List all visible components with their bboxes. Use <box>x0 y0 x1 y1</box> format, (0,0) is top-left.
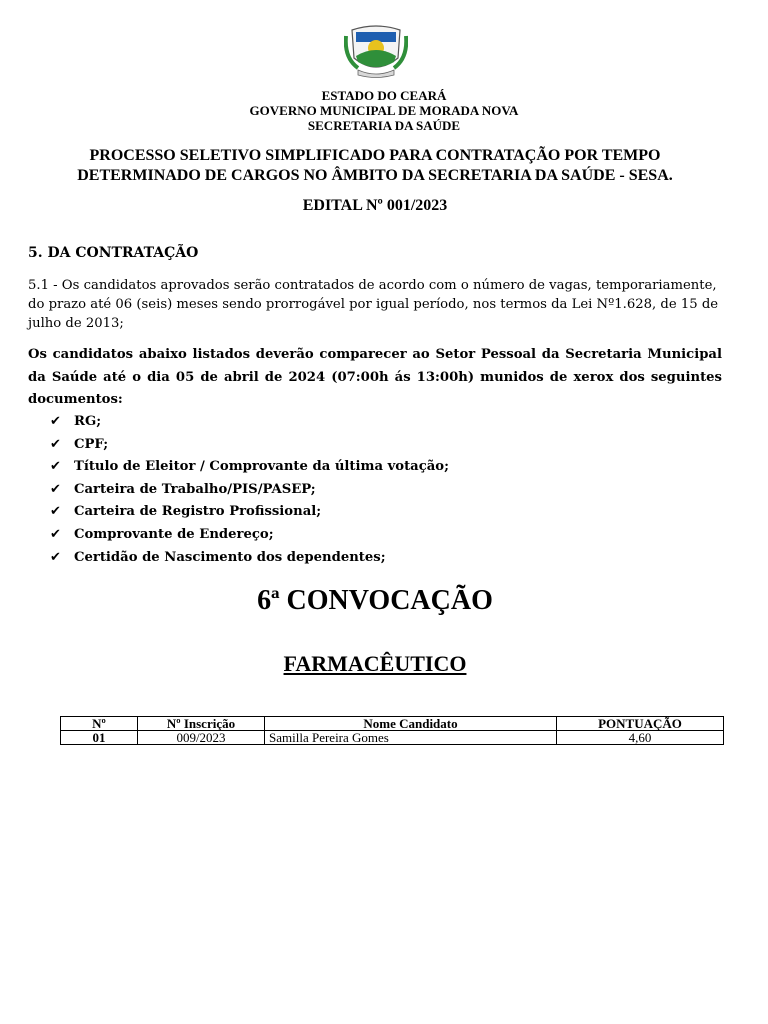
document-item <box>50 524 449 547</box>
document-item <box>50 434 449 457</box>
cell-registration: 009/2023 <box>138 731 265 745</box>
document-item <box>50 456 449 479</box>
document-item <box>50 411 449 434</box>
document-item-label: Certidão de Nascimento dos dependentes; <box>74 549 386 565</box>
document-item-label: Título de Eleitor / Comprovante da última votação; <box>74 459 449 475</box>
document-item-label: CPF; <box>74 436 109 452</box>
checkmark-icon: ✔ <box>50 481 61 497</box>
document-item <box>50 547 449 570</box>
contract-paragraph-line-2: do prazo até 06 (seis) meses sendo prorrogável por igual período, nos termos da Lei Nº1.628, de 15 de <box>28 297 719 312</box>
column-header-registration: Nº Inscrição <box>138 717 265 731</box>
checkmark-icon: ✔ <box>50 549 61 565</box>
cell-score: 4,60 <box>557 731 724 745</box>
table-header-row <box>61 717 724 731</box>
contract-paragraph-line-3: julho de 2013; <box>28 316 124 331</box>
column-header-score: PONTUAÇÃO <box>557 717 724 731</box>
document-item-label: Carteira de Registro Profissional; <box>74 504 322 520</box>
process-title-line-1: PROCESSO SELETIVO SIMPLIFICADO PARA CONTRATAÇÃO POR TEMPO <box>89 147 661 164</box>
process-title <box>40 146 710 186</box>
cell-number: 01 <box>61 731 138 745</box>
checkmark-icon: ✔ <box>50 526 61 542</box>
cell-candidate-name: Samilla Pereira Gomes <box>265 731 557 745</box>
letterhead-state: ESTADO DO CEARÁ <box>321 88 447 103</box>
checkmark-icon: ✔ <box>50 436 61 452</box>
checkmark-icon: ✔ <box>50 414 61 429</box>
instructions-paragraph: Os candidatos abaixo listados deverão comparecer ao Setor Pessoal da Secretaria Municipal da Saúde até o dia 05 de abril de 2024 (07:00h ás 13:00h) munidos de xerox dos seguintes documentos: <box>28 347 722 407</box>
position-title: FARMACÊUTICO <box>283 651 467 676</box>
candidates-table <box>60 716 724 745</box>
column-header-number: Nº <box>61 717 138 731</box>
document-item <box>50 501 449 524</box>
edital-number: EDITAL Nº 001/2023 <box>302 197 448 214</box>
section-title: 5. DA CONTRATAÇÃO <box>28 245 199 261</box>
coat-of-arms-icon <box>344 22 408 80</box>
table-row <box>61 731 724 745</box>
letterhead-government: GOVERNO MUNICIPAL DE MORADA NOVA <box>249 103 519 118</box>
document-item <box>50 479 449 502</box>
document-item-label: Carteira de Trabalho/PIS/PASEP; <box>74 481 316 497</box>
required-documents-list <box>50 411 449 569</box>
checkmark-icon: ✔ <box>50 459 61 475</box>
contract-paragraph-line-1: 5.1 - Os candidatos aprovados serão contratados de acordo com o número de vagas, temporariamente, <box>28 278 717 293</box>
document-item-label: Comprovante de Endereço; <box>74 526 274 542</box>
document-item-label: RG; <box>74 414 102 429</box>
letterhead-department: SECRETARIA DA SAÚDE <box>307 118 461 133</box>
letterhead <box>0 88 768 133</box>
convocation-title: 6ª CONVOCAÇÃO <box>257 585 493 616</box>
checkmark-icon: ✔ <box>50 504 61 520</box>
contract-paragraph <box>28 276 722 333</box>
column-header-candidate-name: Nome Candidato <box>265 717 557 731</box>
process-title-line-2: DETERMINADO DE CARGOS NO ÂMBITO DA SECRETARIA DA SAÚDE - SESA. <box>77 167 673 184</box>
